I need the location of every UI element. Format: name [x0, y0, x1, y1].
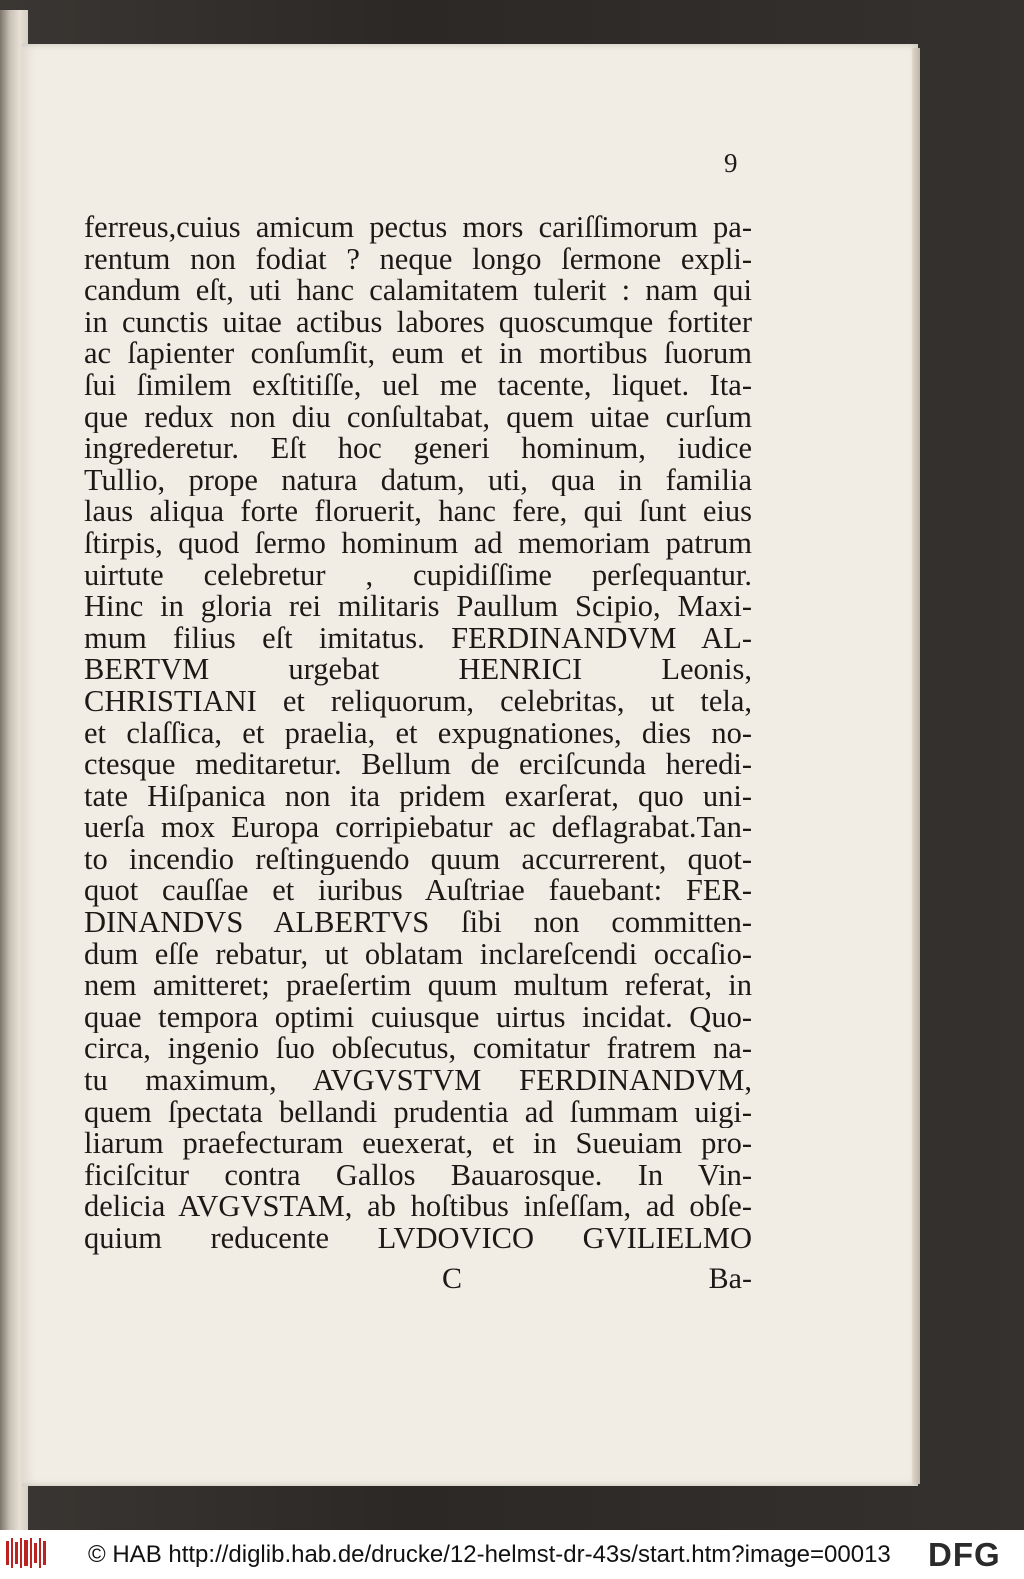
text-line: ſtirpis, quod ſermo hominum ad memoriam patrum [84, 527, 752, 560]
text-line: DINANDVS ALBERTVS ſibi non committen- [84, 907, 752, 939]
text-line: circa, ingenio ſuo obſecutus, comitatur fratrem na- [84, 1033, 752, 1066]
text-line: uerſa mox Europa corripiebatur ac deflagrabat.Tan- [84, 812, 752, 844]
catchword: Ba- [708, 1262, 752, 1295]
text-line: quot cauſſae et iuribus Auſtriae fauebant: FER- [84, 875, 752, 908]
copyright-link[interactable]: © HAB http://diglib.hab.de/drucke/12-helmst-dr-43s/start.htm?image=00013 [88, 1541, 891, 1568]
footer-bar [0, 1530, 1024, 1579]
text-line: CHRISTIANI et reliquorum, celebritas, ut tela, [84, 685, 752, 718]
text-line: que redux non diu conſultabat, quem uitae curſum [84, 401, 752, 434]
signature-mark: C [442, 1262, 463, 1295]
text-line: candum eſt, uti hanc calamitatem tulerit : nam qui [84, 275, 752, 307]
text-line: ſui ſimilem exſtitiſſe, uel me tacente, liquet. Ita- [84, 369, 752, 402]
text-line: ac ſapienter conſumſit, eum et in mortibus ſuorum [84, 338, 752, 370]
text-line: dum eſſe rebatur, ut oblatam inclareſcendi occaſio- [84, 938, 752, 971]
body-text [84, 212, 752, 1255]
text-line: liarum praefecturam euexerat, et in Sueuiam pro- [84, 1128, 752, 1160]
barcode-icon [6, 1538, 46, 1568]
catchline [84, 1262, 752, 1296]
text-line: uirtute celebretur , cupidiſſime perſequantur. [84, 559, 752, 592]
text-line: mum filius eſt imitatus. FERDINANDVM AL- [84, 622, 752, 655]
text-line: nem amitteret; praeſertim quum multum referat, in [84, 970, 752, 1002]
text-line: Hinc in gloria rei militaris Paullum Scipio, Maxi- [84, 591, 752, 623]
dfg-logo: DFG [928, 1536, 1001, 1573]
text-line: Tullio, prope natura datum, uti, qua in familia [84, 464, 752, 497]
text-line: delicia AVGVSTAM, ab hoſtibus inſeſſam, ad obſe- [84, 1191, 752, 1223]
text-line: ctesque meditaretur. Bellum de erciſcunda heredi- [84, 749, 752, 781]
text-line: BERTVM urgebat HENRICI Leonis, [84, 654, 752, 686]
text-line: ficiſcitur contra Gallos Bauarosque. In Vin- [84, 1159, 752, 1192]
text-line: tate Hiſpanica non ita pridem exarſerat, quo uni- [84, 780, 752, 813]
text-line: quium reducente LVDOVICO GVILIELMO [84, 1223, 752, 1255]
text-line: rentum non fodiat ? neque longo ſermone expli- [84, 243, 752, 276]
text-line: et claſſica, et praelia, et expugnationes, dies no- [84, 717, 752, 750]
page-edge [912, 48, 920, 1484]
text-line: tu maximum, AVGVSTVM FERDINANDVM, [84, 1065, 752, 1097]
text-line: quae tempora optimi cuiusque uirtus incidat. Quo- [84, 1001, 752, 1034]
text-line: in cunctis uitae actibus labores quoscumque fortiter [84, 306, 752, 339]
text-line: laus aliqua forte floruerit, hanc fere, qui ſunt eius [84, 496, 752, 528]
page-number: 9 [724, 148, 738, 178]
text-line: ferreus,cuius amicum pectus mors cariſſimorum pa- [84, 212, 752, 244]
text-line: ingrederetur. Eſt hoc generi hominum, iudice [84, 433, 752, 465]
text-line: quem ſpectata bellandi prudentia ad ſummam uigi- [84, 1096, 752, 1129]
text-line: to incendio reſtinguendo quum accurrerent, quot- [84, 843, 752, 876]
